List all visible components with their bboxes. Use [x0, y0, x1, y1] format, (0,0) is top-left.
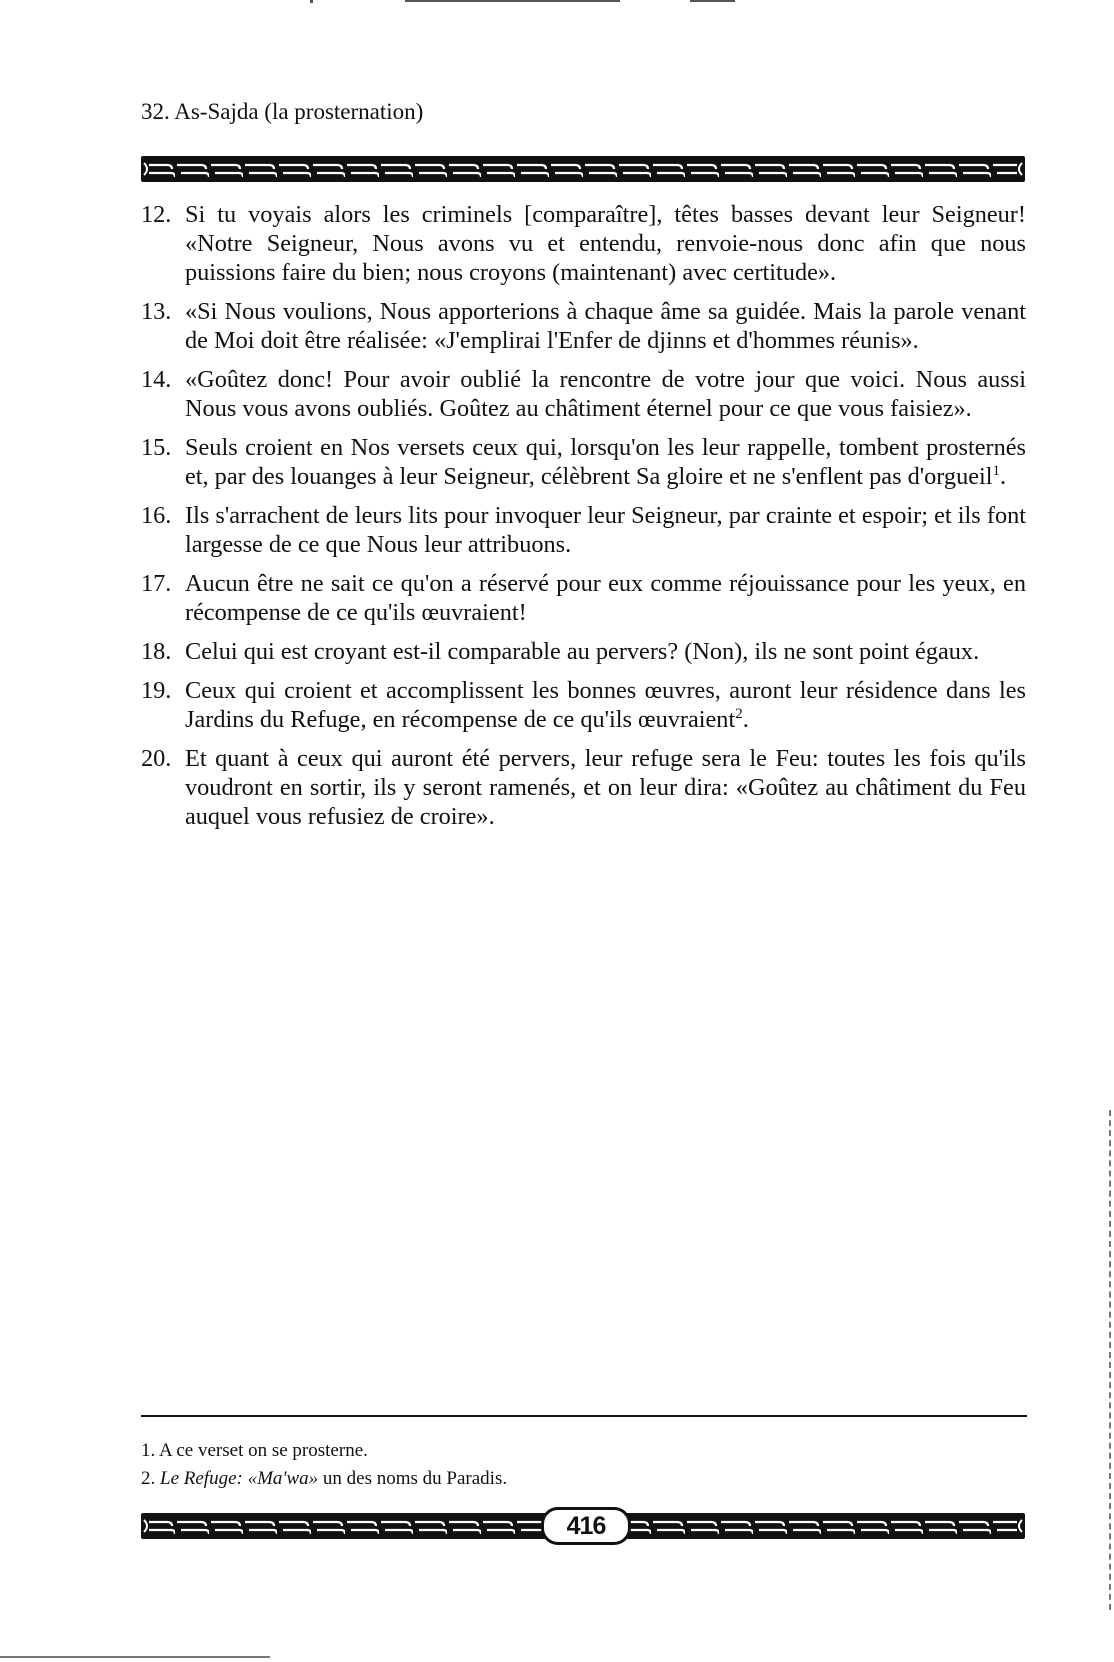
verse-text: Celui qui est croyant est-il comparable au pervers? (Non), ils ne sont point égaux. — [185, 638, 980, 665]
footnote-number: 1. — [141, 1440, 156, 1461]
verse-number: 17. — [141, 570, 172, 597]
footnote-marker: 1 — [992, 462, 1001, 479]
verse-number: 15. — [141, 434, 172, 461]
verse-item — [141, 297, 1026, 355]
verse-item — [141, 200, 1026, 287]
verse-number: 13. — [141, 298, 172, 325]
verse-text: Si tu voyais alors les criminels [comparaître], têtes basses devant leur Seigneur! «Notre Seigneur, Nous avons vu et entendu, renvoie-nous donc afin que nous puissions faire du bien; nous croyons (maintenant) avec certitude». — [185, 201, 1026, 286]
verse-number: 12. — [141, 201, 172, 228]
ornament-pattern — [141, 156, 1025, 182]
verse-text: Aucun être ne sait ce qu'on a réservé pour eux comme réjouissance pour les yeux, en récompense de ce qu'ils œuvraient! — [185, 570, 1026, 626]
verse-punctuation: . — [742, 706, 749, 733]
verse-text: Ceux qui croient et accomplissent les bonnes œuvres, auront leur résidence dans les Jardins du Refuge, en récompense de ce qu'ils œuvraient — [185, 677, 1026, 733]
verse-item — [141, 433, 1026, 491]
verse-item — [141, 569, 1026, 627]
scan-mark-rule — [405, 0, 620, 2]
page-number: 416 — [541, 1507, 631, 1545]
footnote-number: 2. — [141, 1468, 156, 1489]
scan-edge-mark — [1109, 1110, 1113, 1610]
scan-mark-rule — [690, 0, 735, 2]
verse-number: 19. — [141, 677, 172, 704]
verse-item — [141, 365, 1026, 423]
verse-item — [141, 744, 1026, 831]
verse-number: 14. — [141, 366, 172, 393]
verse-punctuation: . — [1000, 463, 1007, 490]
footnote-item — [141, 1437, 1027, 1465]
verse-text: Et quant à ceux qui auront été pervers, leur refuge sera le Feu: toutes les fois qu'ils voudront en sortir, ils y seront ramenés, et on leur dira: «Goûtez au châtiment du Feu auquel vous refusiez de croire». — [185, 745, 1026, 830]
verse-number: 16. — [141, 502, 172, 529]
footnote-text: A ce verset on se prosterne. — [158, 1440, 368, 1461]
verse-text: Seuls croient en Nos versets ceux qui, lorsqu'on les leur rappelle, tombent prosternés et, par des louanges à leur Seigneur, célèbrent Sa gloire et ne s'enflent pas d'orgueil — [185, 434, 1026, 490]
verse-text: Ils s'arrachent de leurs lits pour invoquer leur Seigneur, par crainte et espoir; et ils font largesse de ce que Nous leur attribuons. — [185, 502, 1026, 558]
footnotes — [141, 1437, 1027, 1493]
verse-text: «Si Nous voulions, Nous apporterions à chaque âme sa guidée. Mais la parole venant de Moi doit être réalisée: «J'emplirai l'Enfer de djinns et d'hommes réunis». — [185, 298, 1026, 354]
verse-item — [141, 676, 1026, 734]
verse-number: 20. — [141, 745, 172, 772]
scan-mark-rule — [0, 1656, 270, 1658]
footnote-item — [141, 1465, 1027, 1493]
footnote-term: Le Refuge: «Ma'wa» — [160, 1468, 319, 1489]
footnote-divider — [141, 1415, 1027, 1417]
verse-item — [141, 637, 1026, 666]
verse-item — [141, 501, 1026, 559]
footnote-marker: 2 — [735, 705, 743, 722]
ornamental-band-top — [141, 156, 1025, 182]
running-header: 32. As-Sajda (la prosternation) — [141, 99, 424, 124]
footnote-text: un des noms du Paradis. — [322, 1468, 508, 1489]
verse-list — [141, 200, 1026, 841]
verse-number: 18. — [141, 638, 172, 665]
scan-mark — [310, 0, 313, 3]
verse-text: «Goûtez donc! Pour avoir oublié la rencontre de votre jour que voici. Nous aussi Nous vous avons oubliés. Goûtez au châtiment éternel pour ce que vous faisiez». — [185, 366, 1026, 422]
